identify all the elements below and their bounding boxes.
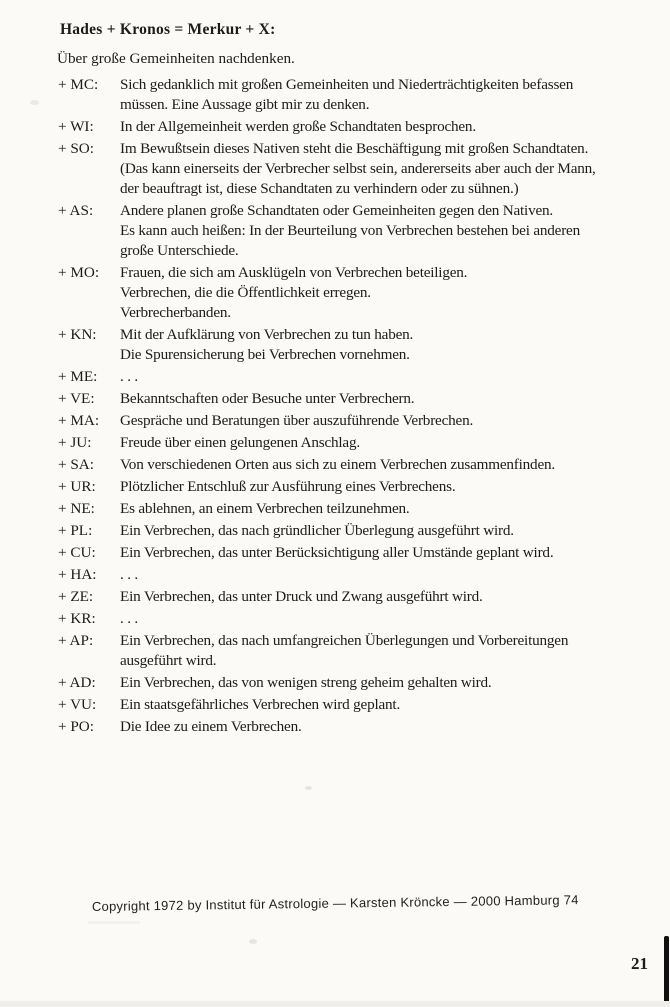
definition-entry [58, 263, 670, 323]
page-number: 21 [631, 954, 648, 973]
definition-entry [58, 411, 670, 431]
point-label: + JU: [58, 434, 92, 451]
point-label: + KN: [58, 326, 97, 343]
entry-line: Frauen, die sich am Ausklügeln von Verbrechen beteiligen. [120, 264, 468, 281]
definition-entry [58, 717, 670, 737]
point-label: + SA: [58, 456, 94, 473]
definition-entry [58, 521, 670, 541]
point-label: + VE: [58, 390, 95, 407]
entry-text [120, 455, 670, 475]
entry-line: Ein staatsgefährliches Verbrechen wird geplant. [120, 696, 401, 713]
entry-text [120, 433, 670, 453]
entry-text [120, 631, 670, 671]
entry-line: Im Bewußtsein dieses Nativen steht die Beschäftigung mit großen Schandtaten. [120, 140, 589, 157]
definition-entry [58, 433, 670, 453]
point-label: + NE: [58, 500, 95, 517]
definition-entry [58, 325, 670, 365]
definition-entry [58, 389, 670, 409]
point-label: + KR: [58, 610, 96, 627]
point-label: + ME: [58, 368, 98, 385]
entry-text [120, 75, 670, 115]
entry-text [120, 499, 670, 519]
entry-line: ausgeführt wird. [120, 652, 217, 669]
entry-line: Plötzlicher Entschluß zur Ausführung eines Verbrechens. [120, 478, 456, 495]
definition-entry [58, 543, 670, 563]
entry-text [120, 609, 670, 629]
point-label: + WI: [58, 118, 94, 135]
entry-line: große Unterschiede. [120, 242, 239, 259]
copyright-line: Copyright 1972 by Institut für Astrologie — Karsten Kröncke — 2000 Hamburg 74 [91, 892, 579, 914]
entry-line: müssen. Eine Aussage gibt mir zu denken. [120, 96, 370, 113]
point-label: + AS: [58, 202, 94, 219]
entry-line: Mit der Aufklärung von Verbrechen zu tun haben. [120, 326, 414, 343]
entry-line: der beauftragt ist, diese Schandtaten zu verhindern oder zu sühnen.) [120, 180, 519, 197]
scan-speck [305, 786, 312, 790]
entries-list [58, 75, 670, 739]
entry-line: Verbrechen, die die Öffentlichkeit erregen. [120, 284, 371, 301]
point-label: + MC: [58, 76, 99, 93]
entry-line: . . . [120, 610, 138, 627]
entry-line: Gespräche und Beratungen über auszuführende Verbrechen. [120, 412, 474, 429]
definition-entry [58, 455, 670, 475]
entry-line: (Das kann einerseits der Verbrecher selbst sein, andererseits aber auch der Mann, [120, 160, 596, 177]
entry-line: Von verschiedenen Orten aus sich zu einem Verbrechen zusammenfinden. [120, 456, 555, 473]
point-label: + HA: [58, 566, 97, 583]
definition-entry [58, 631, 670, 671]
entry-text [120, 587, 670, 607]
entry-line: Verbrecherbanden. [120, 304, 231, 321]
entry-line: Die Idee zu einem Verbrechen. [120, 718, 302, 735]
definition-entry [58, 201, 670, 261]
entry-text [120, 201, 670, 261]
scan-bottom-shadow [0, 1001, 670, 1007]
point-label: + MO: [58, 264, 100, 281]
intro-line: Über große Gemeinheiten nachdenken. [57, 50, 295, 67]
entry-line: Ein Verbrechen, das nach gründlicher Überlegung ausgeführt wird. [120, 522, 514, 539]
definition-entry [58, 75, 670, 115]
entry-line: In der Allgemeinheit werden große Schandtaten besprochen. [120, 118, 476, 135]
entry-line: Bekanntschaften oder Besuche unter Verbrechern. [120, 390, 415, 407]
definition-entry [58, 565, 670, 585]
point-label: + PO: [58, 718, 94, 735]
entry-text [120, 117, 670, 137]
definition-entry [58, 477, 670, 497]
entry-text [120, 325, 670, 365]
definition-entry [58, 499, 670, 519]
entry-line: Ein Verbrechen, das unter Berücksichtigung aller Umstände geplant wird. [120, 544, 554, 561]
definition-entry [58, 117, 670, 137]
definition-entry [58, 139, 670, 199]
entry-text [120, 263, 670, 323]
scan-speck [30, 100, 39, 105]
entry-text [120, 521, 670, 541]
scan-speck [88, 921, 140, 924]
entry-text [120, 673, 670, 693]
entry-line: Andere planen große Schandtaten oder Gemeinheiten gegen den Nativen. [120, 202, 553, 219]
point-label: + VU: [58, 696, 97, 713]
entry-text [120, 139, 670, 199]
entry-line: Ein Verbrechen, das nach umfangreichen Überlegungen und Vorbereitungen [120, 632, 569, 649]
entry-text [120, 367, 670, 387]
definition-entry [58, 673, 670, 693]
definition-entry [58, 609, 670, 629]
entry-text [120, 477, 670, 497]
scan-speck [249, 939, 257, 944]
entry-line: . . . [120, 566, 138, 583]
page-title: Hades + Kronos = Merkur + X: [60, 21, 276, 38]
entry-line: . . . [120, 368, 138, 385]
point-label: + AP: [58, 632, 94, 649]
entry-line: Freude über einen gelungenen Anschlag. [120, 434, 360, 451]
entry-line: Ein Verbrechen, das unter Druck und Zwang ausgeführt wird. [120, 588, 483, 605]
point-label: + MA: [58, 412, 100, 429]
definition-entry [58, 587, 670, 607]
definition-entry [58, 367, 670, 387]
point-label: + ZE: [58, 588, 94, 605]
point-label: + UR: [58, 478, 96, 495]
entry-line: Die Spurensicherung bei Verbrechen vornehmen. [120, 346, 410, 363]
scan-edge-artifact [664, 936, 669, 1007]
entry-line: Es kann auch heißen: In der Beurteilung von Verbrechen bestehen bei anderen [120, 222, 580, 239]
entry-text [120, 411, 670, 431]
entry-line: Sich gedanklich mit großen Gemeinheiten und Niederträchtigkeiten befassen [120, 76, 574, 93]
entry-text [120, 565, 670, 585]
point-label: + AD: [58, 674, 96, 691]
point-label: + PL: [58, 522, 93, 539]
entry-text [120, 389, 670, 409]
point-label: + CU: [58, 544, 96, 561]
definition-entry [58, 695, 670, 715]
entry-text [120, 717, 670, 737]
entry-line: Es ablehnen, an einem Verbrechen teilzunehmen. [120, 500, 410, 517]
entry-text [120, 695, 670, 715]
entry-text [120, 543, 670, 563]
entry-line: Ein Verbrechen, das von wenigen streng geheim gehalten wird. [120, 674, 492, 691]
point-label: + SO: [58, 140, 94, 157]
